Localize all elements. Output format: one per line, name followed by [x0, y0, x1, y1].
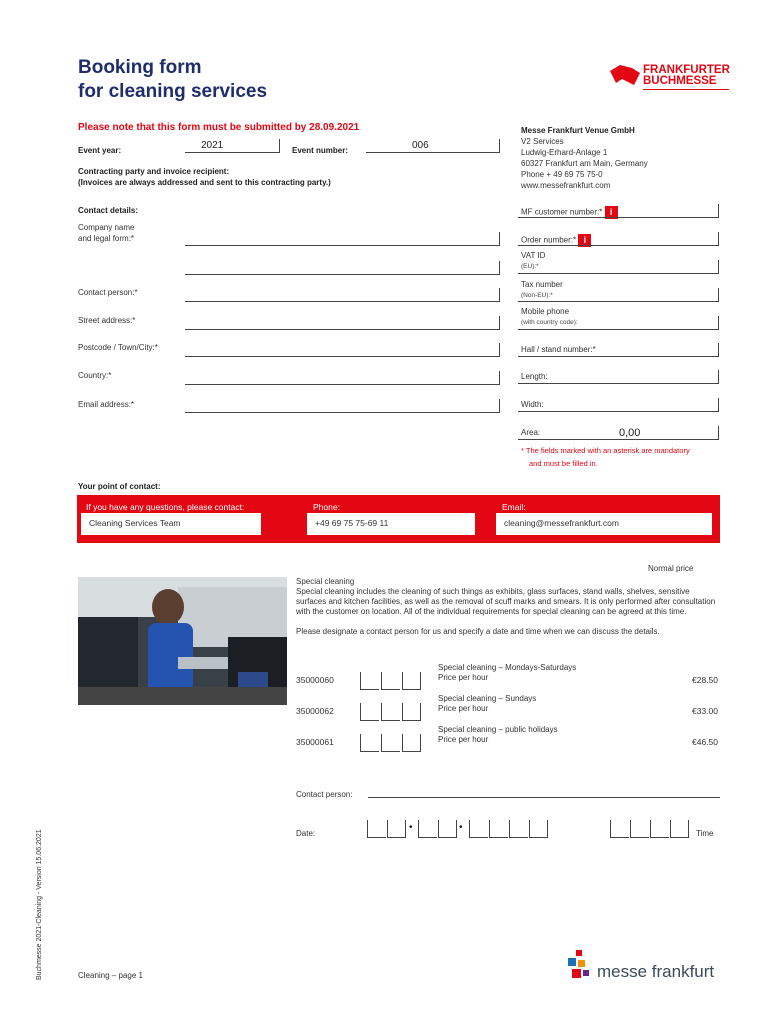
tax-number-sub: (Non-EU):* — [521, 292, 553, 299]
email-value[interactable]: cleaning@messefrankfurt.com — [496, 513, 712, 535]
questions-label: If you have any questions, please contact: — [86, 502, 245, 512]
event-year-value: 2021 — [201, 140, 224, 151]
service-description — [438, 725, 558, 745]
service-desc-line-1: Special cleaning – Mondays-Saturdays — [438, 663, 577, 672]
tax-number-label-text: Tax number — [521, 280, 563, 289]
venue-line-2: Ludwig-Erhard-Anlage 1 — [521, 148, 608, 157]
event-number-label: Event number: — [292, 146, 349, 155]
service-price: €46.50 — [692, 737, 718, 747]
special-cleaning-description: Special cleaning includes the cleaning of such things as exhibits, glass surfaces, stand walls, shelves, sensitive surfaces and kitchen facilities, as well as the removal of scuff marks and smears. It is only performed after consultation with the customer on location. All of the individual requirements for special cleaning can be agreed at this time. — [296, 587, 716, 616]
mf-customer-field[interactable] — [518, 204, 719, 218]
mobile-phone-label-text: Mobile phone — [521, 307, 570, 316]
time-box[interactable] — [650, 820, 669, 838]
postcode-label: Postcode / Town/City:* — [78, 343, 158, 352]
hall-stand-label: Hall / stand number:* — [521, 345, 596, 354]
event-number-field[interactable] — [366, 139, 500, 153]
email-address-field[interactable] — [185, 399, 500, 413]
venue-line-3: 60327 Frankfurt am Main, Germany — [521, 159, 648, 168]
quantity-box[interactable] — [381, 734, 400, 752]
event-year-field[interactable] — [185, 139, 280, 153]
hall-stand-field[interactable] — [518, 343, 719, 357]
version-side-text: Buchmesse 2021-Cleaning - Version 15.06.2021 — [36, 829, 43, 980]
special-cleaning-heading: Special cleaning — [296, 577, 355, 586]
messe-frankfurt-logo — [566, 950, 726, 984]
email-label: Email: — [502, 502, 526, 512]
date-box[interactable] — [367, 820, 386, 838]
mandatory-note — [521, 444, 690, 470]
contact-person-field[interactable] — [185, 288, 500, 302]
vat-id-label-text: VAT ID — [521, 251, 546, 260]
buchmesse-logo-icon — [610, 65, 640, 87]
vat-id-field[interactable] — [518, 260, 719, 274]
tax-number-field[interactable] — [518, 288, 719, 302]
time-box[interactable] — [630, 820, 649, 838]
contact-person-label: Contact person:* — [78, 288, 138, 297]
mf-customer-label-text: MF customer number:* — [521, 207, 603, 217]
width-field[interactable] — [518, 398, 719, 412]
area-label: Area: — [521, 428, 541, 437]
phone-value[interactable]: +49 69 75 75-69 11 — [307, 513, 475, 535]
venue-line-1: V2 Services — [521, 137, 564, 146]
messe-frankfurt-logo-icon — [566, 950, 598, 984]
service-price: €28.50 — [692, 675, 718, 685]
quantity-box[interactable] — [360, 703, 379, 721]
area-value: 0,00 — [619, 427, 641, 439]
order-number-label-text: Order number:* — [521, 235, 577, 245]
cleaning-worker-image — [78, 577, 287, 705]
date-box[interactable] — [529, 820, 548, 838]
event-number-value: 006 — [412, 140, 429, 151]
date-box[interactable] — [469, 820, 488, 838]
contracting-party-note — [78, 166, 331, 188]
length-label: Length: — [521, 372, 548, 381]
info-icon[interactable]: i — [605, 206, 618, 219]
company-name-field[interactable] — [185, 232, 500, 246]
contact-details-heading: Contact details: — [78, 206, 139, 215]
vat-id-sub: (EU):* — [521, 263, 539, 270]
email-address-label: Email address:* — [78, 400, 135, 409]
logo-line-2: BUCHMESSE — [643, 75, 717, 87]
company-label-line-1: Company name — [78, 223, 135, 232]
logo-underline — [643, 89, 729, 90]
logo-text: messe frankfurt — [597, 962, 715, 981]
service-desc-line-2: Price per hour — [438, 704, 489, 713]
country-field[interactable] — [185, 371, 500, 385]
mandatory-note-line-1: * The fields marked with an asterisk are mandatory — [521, 446, 690, 455]
service-desc-line-2: Price per hour — [438, 735, 489, 744]
order-number-field[interactable] — [518, 232, 719, 246]
time-box[interactable] — [670, 820, 689, 838]
date-box[interactable] — [387, 820, 406, 838]
date-box[interactable] — [418, 820, 437, 838]
contracting-line-1: Contracting party and invoice recipient: — [78, 167, 230, 176]
time-label: Time — [696, 829, 714, 838]
normal-price-label: Normal price — [648, 564, 694, 573]
venue-name: Messe Frankfurt Venue GmbH — [521, 126, 635, 135]
width-label: Width: — [521, 400, 544, 409]
service-desc-line-1: Special cleaning – Sundays — [438, 694, 537, 703]
mobile-phone-sub: (with country code): — [521, 319, 578, 326]
contact-banner — [77, 495, 720, 543]
service-desc-line-1: Special cleaning – public holidays — [438, 725, 558, 734]
service-price: €33.00 — [692, 706, 718, 716]
street-address-field[interactable] — [185, 316, 500, 330]
mandatory-note-line-2: and must be filled in. — [529, 459, 598, 468]
quantity-box[interactable] — [381, 672, 400, 690]
contracting-line-2: (Invoices are always addressed and sent to this contracting party.) — [78, 178, 331, 187]
page-footer: Cleaning – page 1 — [78, 971, 143, 980]
phone-label: Phone: — [313, 502, 340, 512]
street-address-label: Street address:* — [78, 316, 136, 325]
quantity-box[interactable] — [402, 734, 421, 752]
info-icon[interactable]: i — [578, 234, 591, 247]
cleaning-photo — [78, 577, 287, 705]
special-cleaning-text — [296, 577, 720, 637]
service-code: 35000062 — [296, 706, 334, 716]
contact-person-label-2: Contact person: — [296, 790, 353, 799]
quantity-box[interactable] — [360, 672, 379, 690]
mobile-phone-field[interactable] — [518, 316, 719, 330]
service-description — [438, 694, 536, 714]
service-desc-line-2: Price per hour — [438, 673, 489, 682]
service-code: 35000061 — [296, 737, 334, 747]
length-field[interactable] — [518, 370, 719, 384]
venue-line-4: Phone + 49 69 75 75-0 — [521, 170, 603, 179]
frankfurter-buchmesse-logo — [610, 65, 730, 90]
quantity-box[interactable] — [381, 703, 400, 721]
date-label: Date: — [296, 829, 316, 838]
date-box[interactable] — [438, 820, 457, 838]
designate-text: Please designate a contact person for us and specify a date and time when we can discuss the details. — [296, 627, 660, 636]
quantity-box[interactable] — [402, 672, 421, 690]
service-description — [438, 663, 576, 683]
logo-line-1: FRANKFURTER — [643, 64, 730, 76]
point-of-contact-heading: Your point of contact: — [78, 482, 161, 491]
questions-value[interactable]: Cleaning Services Team — [81, 513, 261, 535]
venue-address — [521, 125, 648, 191]
date-box[interactable] — [489, 820, 508, 838]
company-label — [78, 222, 134, 244]
title-line-1: Booking form — [78, 57, 202, 78]
page-title — [78, 56, 267, 104]
deadline-notice: Please note that this form must be submitted by 28.09.2021 — [78, 122, 360, 133]
postcode-field[interactable] — [185, 343, 500, 357]
country-label: Country:* — [78, 371, 112, 380]
venue-line-5: www.messefrankfurt.com — [521, 181, 611, 190]
event-year-label: Event year: — [78, 146, 122, 155]
company-label-line-2: and legal form:* — [78, 234, 135, 243]
service-code: 35000060 — [296, 675, 334, 685]
date-box[interactable] — [509, 820, 528, 838]
quantity-box[interactable] — [402, 703, 421, 721]
title-line-2: for cleaning services — [78, 81, 268, 102]
company-name-field-2[interactable] — [185, 261, 500, 275]
quantity-box[interactable] — [360, 734, 379, 752]
contact-person-line[interactable] — [368, 797, 720, 798]
time-box[interactable] — [610, 820, 629, 838]
